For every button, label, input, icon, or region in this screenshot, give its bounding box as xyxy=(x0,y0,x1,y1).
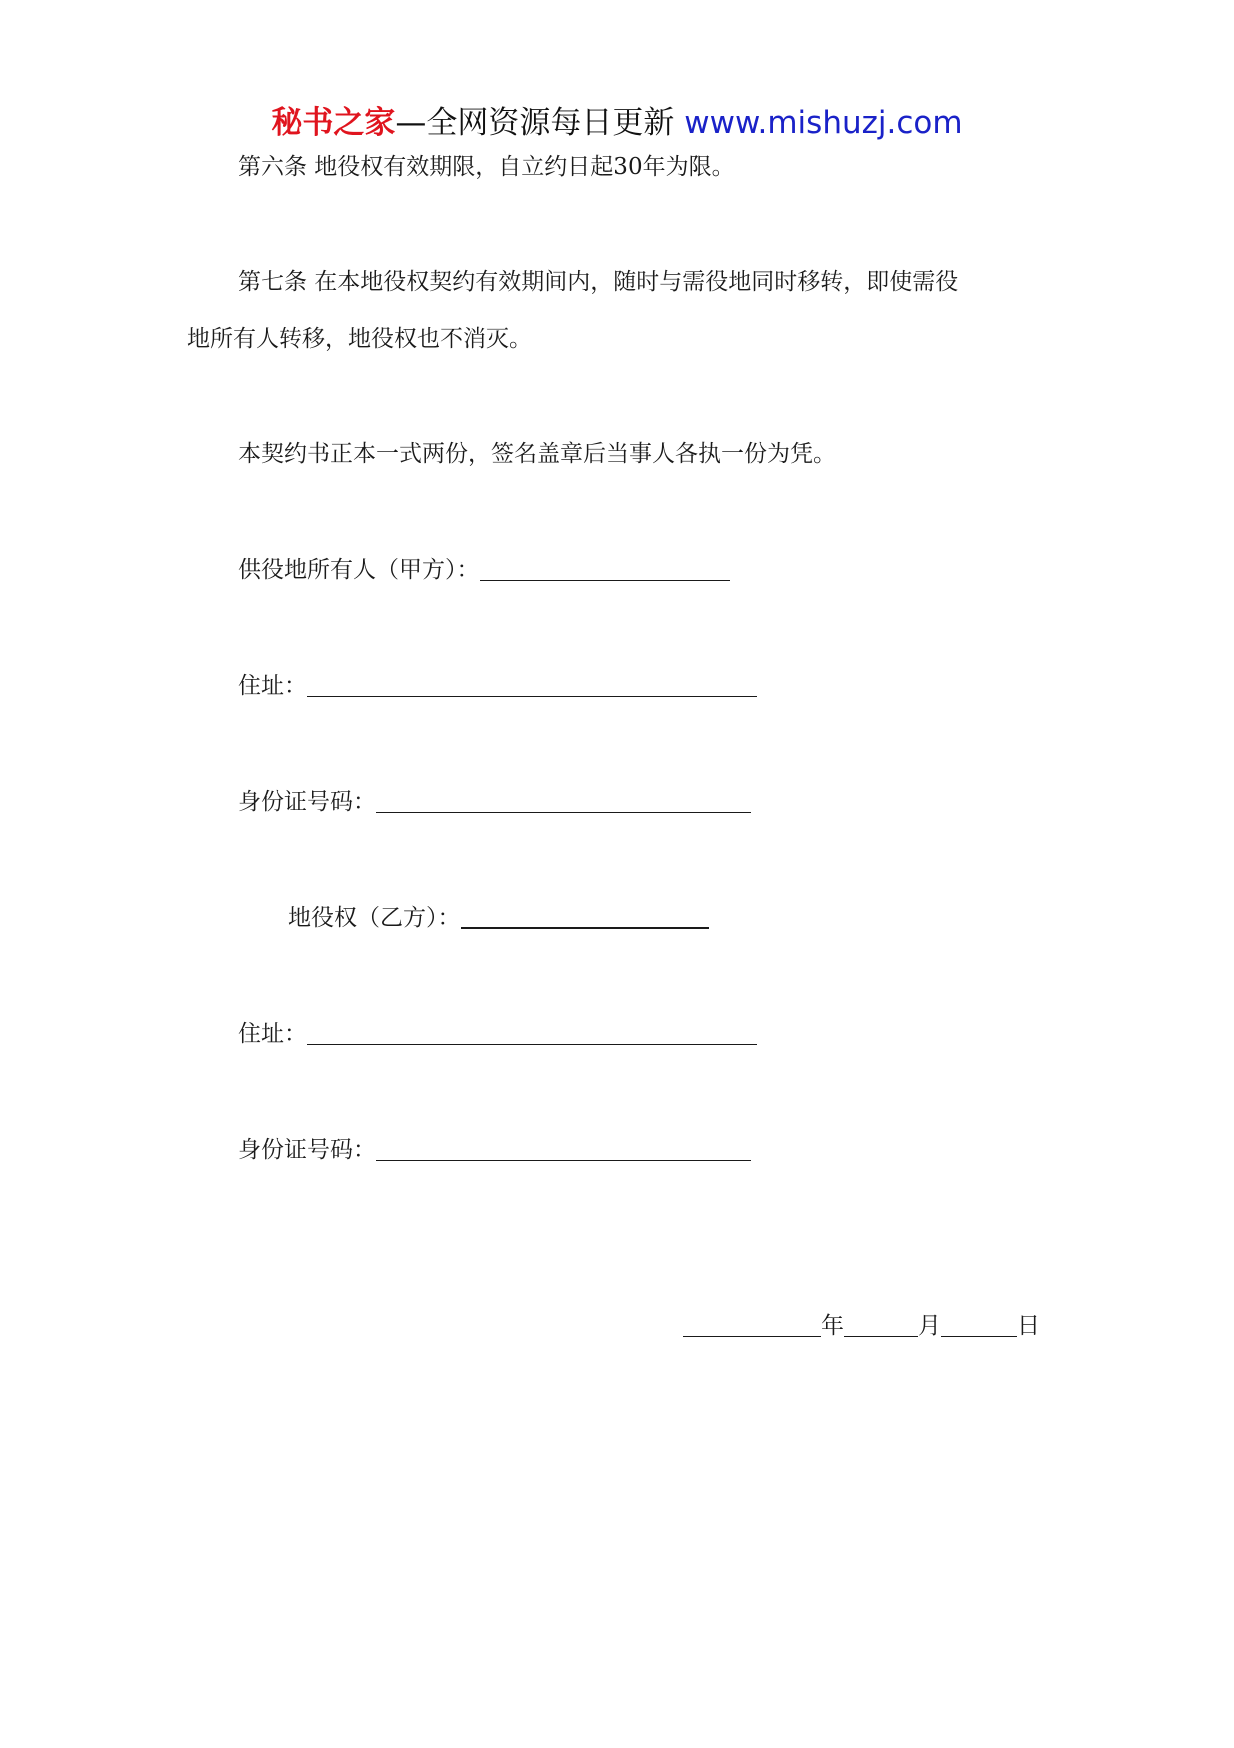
year-blank xyxy=(683,1310,821,1337)
party-a-address-blank xyxy=(307,670,757,697)
party-b-blank xyxy=(461,901,709,929)
year-label: 年 xyxy=(821,1313,844,1339)
header-tagline: —全网资源每日更新 xyxy=(395,105,675,141)
article-6: 第六条 地役权有效期限，自立约日起30年为限。 xyxy=(238,154,735,180)
site-header xyxy=(0,100,1234,146)
party-b-label: 地役权（乙方）： xyxy=(288,905,461,931)
month-label: 月 xyxy=(918,1313,941,1339)
party-a-signature-line xyxy=(238,553,730,587)
party-a-id-line xyxy=(238,785,751,819)
day-blank xyxy=(941,1310,1017,1337)
article-7-line-2: 地所有人转移，地役权也不消灭。 xyxy=(187,326,532,352)
copies-clause: 本契约书正本一式两份，签名盖章后当事人各执一份为凭。 xyxy=(238,441,836,467)
brand-name: 秘书之家 xyxy=(271,105,396,141)
article-7-line-1: 第七条 在本地役权契约有效期间内，随时与需役地同时移转，即使需役 xyxy=(238,269,959,295)
party-a-blank xyxy=(480,554,730,581)
party-a-address-line xyxy=(238,669,757,703)
party-b-address-blank xyxy=(307,1018,757,1045)
party-b-signature-line xyxy=(288,901,709,935)
month-blank xyxy=(844,1310,918,1337)
day-label: 日 xyxy=(1017,1313,1040,1339)
party-b-id-line xyxy=(238,1133,751,1167)
party-b-address-line xyxy=(238,1017,757,1051)
site-url: www.mishuzj.com xyxy=(684,105,963,141)
date-line xyxy=(683,1309,1040,1343)
party-b-id-label: 身份证号码： xyxy=(238,1137,376,1163)
party-b-id-blank xyxy=(376,1134,751,1161)
party-b-address-label: 住址： xyxy=(238,1021,307,1047)
party-a-label: 供役地所有人（甲方）： xyxy=(238,557,480,583)
party-a-address-label: 住址： xyxy=(238,673,307,699)
party-a-id-blank xyxy=(376,786,751,813)
party-a-id-label: 身份证号码： xyxy=(238,789,376,815)
